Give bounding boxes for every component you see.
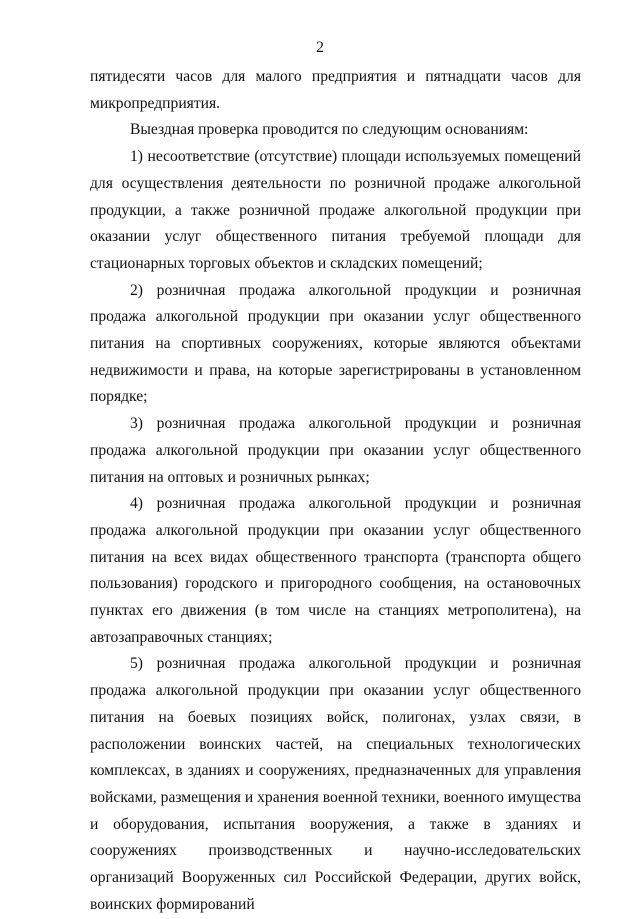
paragraph-item-3: 3) розничная продажа алкогольной продукции и розничная продажа алкогольной продукции при оказании услуг общественного питания на оптовых и розничных рынках; [90,415,581,486]
document-body [90,64,581,919]
paragraph-item-5: 5) розничная продажа алкогольной продукции и розничная продажа алкогольной продукции при оказании услуг общественного питания на боевых позициях войск, полигонах, узлах связи, в расположении воинских частей, на специальных технологических комплексах, в зданиях и сооружениях, предназначенных для управления войсками, размещения и хранения военной техники, военного имущества и оборудования, испытания вооружения, а также в зданиях и сооружениях производственных и научно-исследовательских организаций Вооруженных сил Российской Федерации, других войск, воинских формирований [90,655,581,913]
paragraph-inspection-grounds: Выездная проверка проводится по следующим основаниям: [130,121,529,139]
page-number: 2 [316,39,324,56]
paragraph-item-1: 1) несоответствие (отсутствие) площади используемых помещений для осуществления деятельности по розничной продаже алкогольной продукции, а также розничной продаже алкогольной продукции при оказании услуг общественного питания требуемой площади для стационарных торговых объектов и складских помещений; [90,148,581,272]
paragraph-continuation: пятидесяти часов для малого предприятия и пятнадцати часов для микропредприятия. [90,68,581,112]
paragraph-item-4: 4) розничная продажа алкогольной продукции и розничная продажа алкогольной продукции при оказании услуг общественного питания на всех видах общественного транспорта (транспорта общего пользования) городского и пригородного сообщения, на остановочных пунктах его движения (в том числе на станциях метрополитена), на автозаправочных станциях; [90,495,581,646]
paragraph-item-2: 2) розничная продажа алкогольной продукции и розничная продажа алкогольной продукции при оказании услуг общественного питания на спортивных сооружениях, которые являются объектами недвижимости и права, на которые зарегистрированы в установленном порядке; [90,281,581,406]
